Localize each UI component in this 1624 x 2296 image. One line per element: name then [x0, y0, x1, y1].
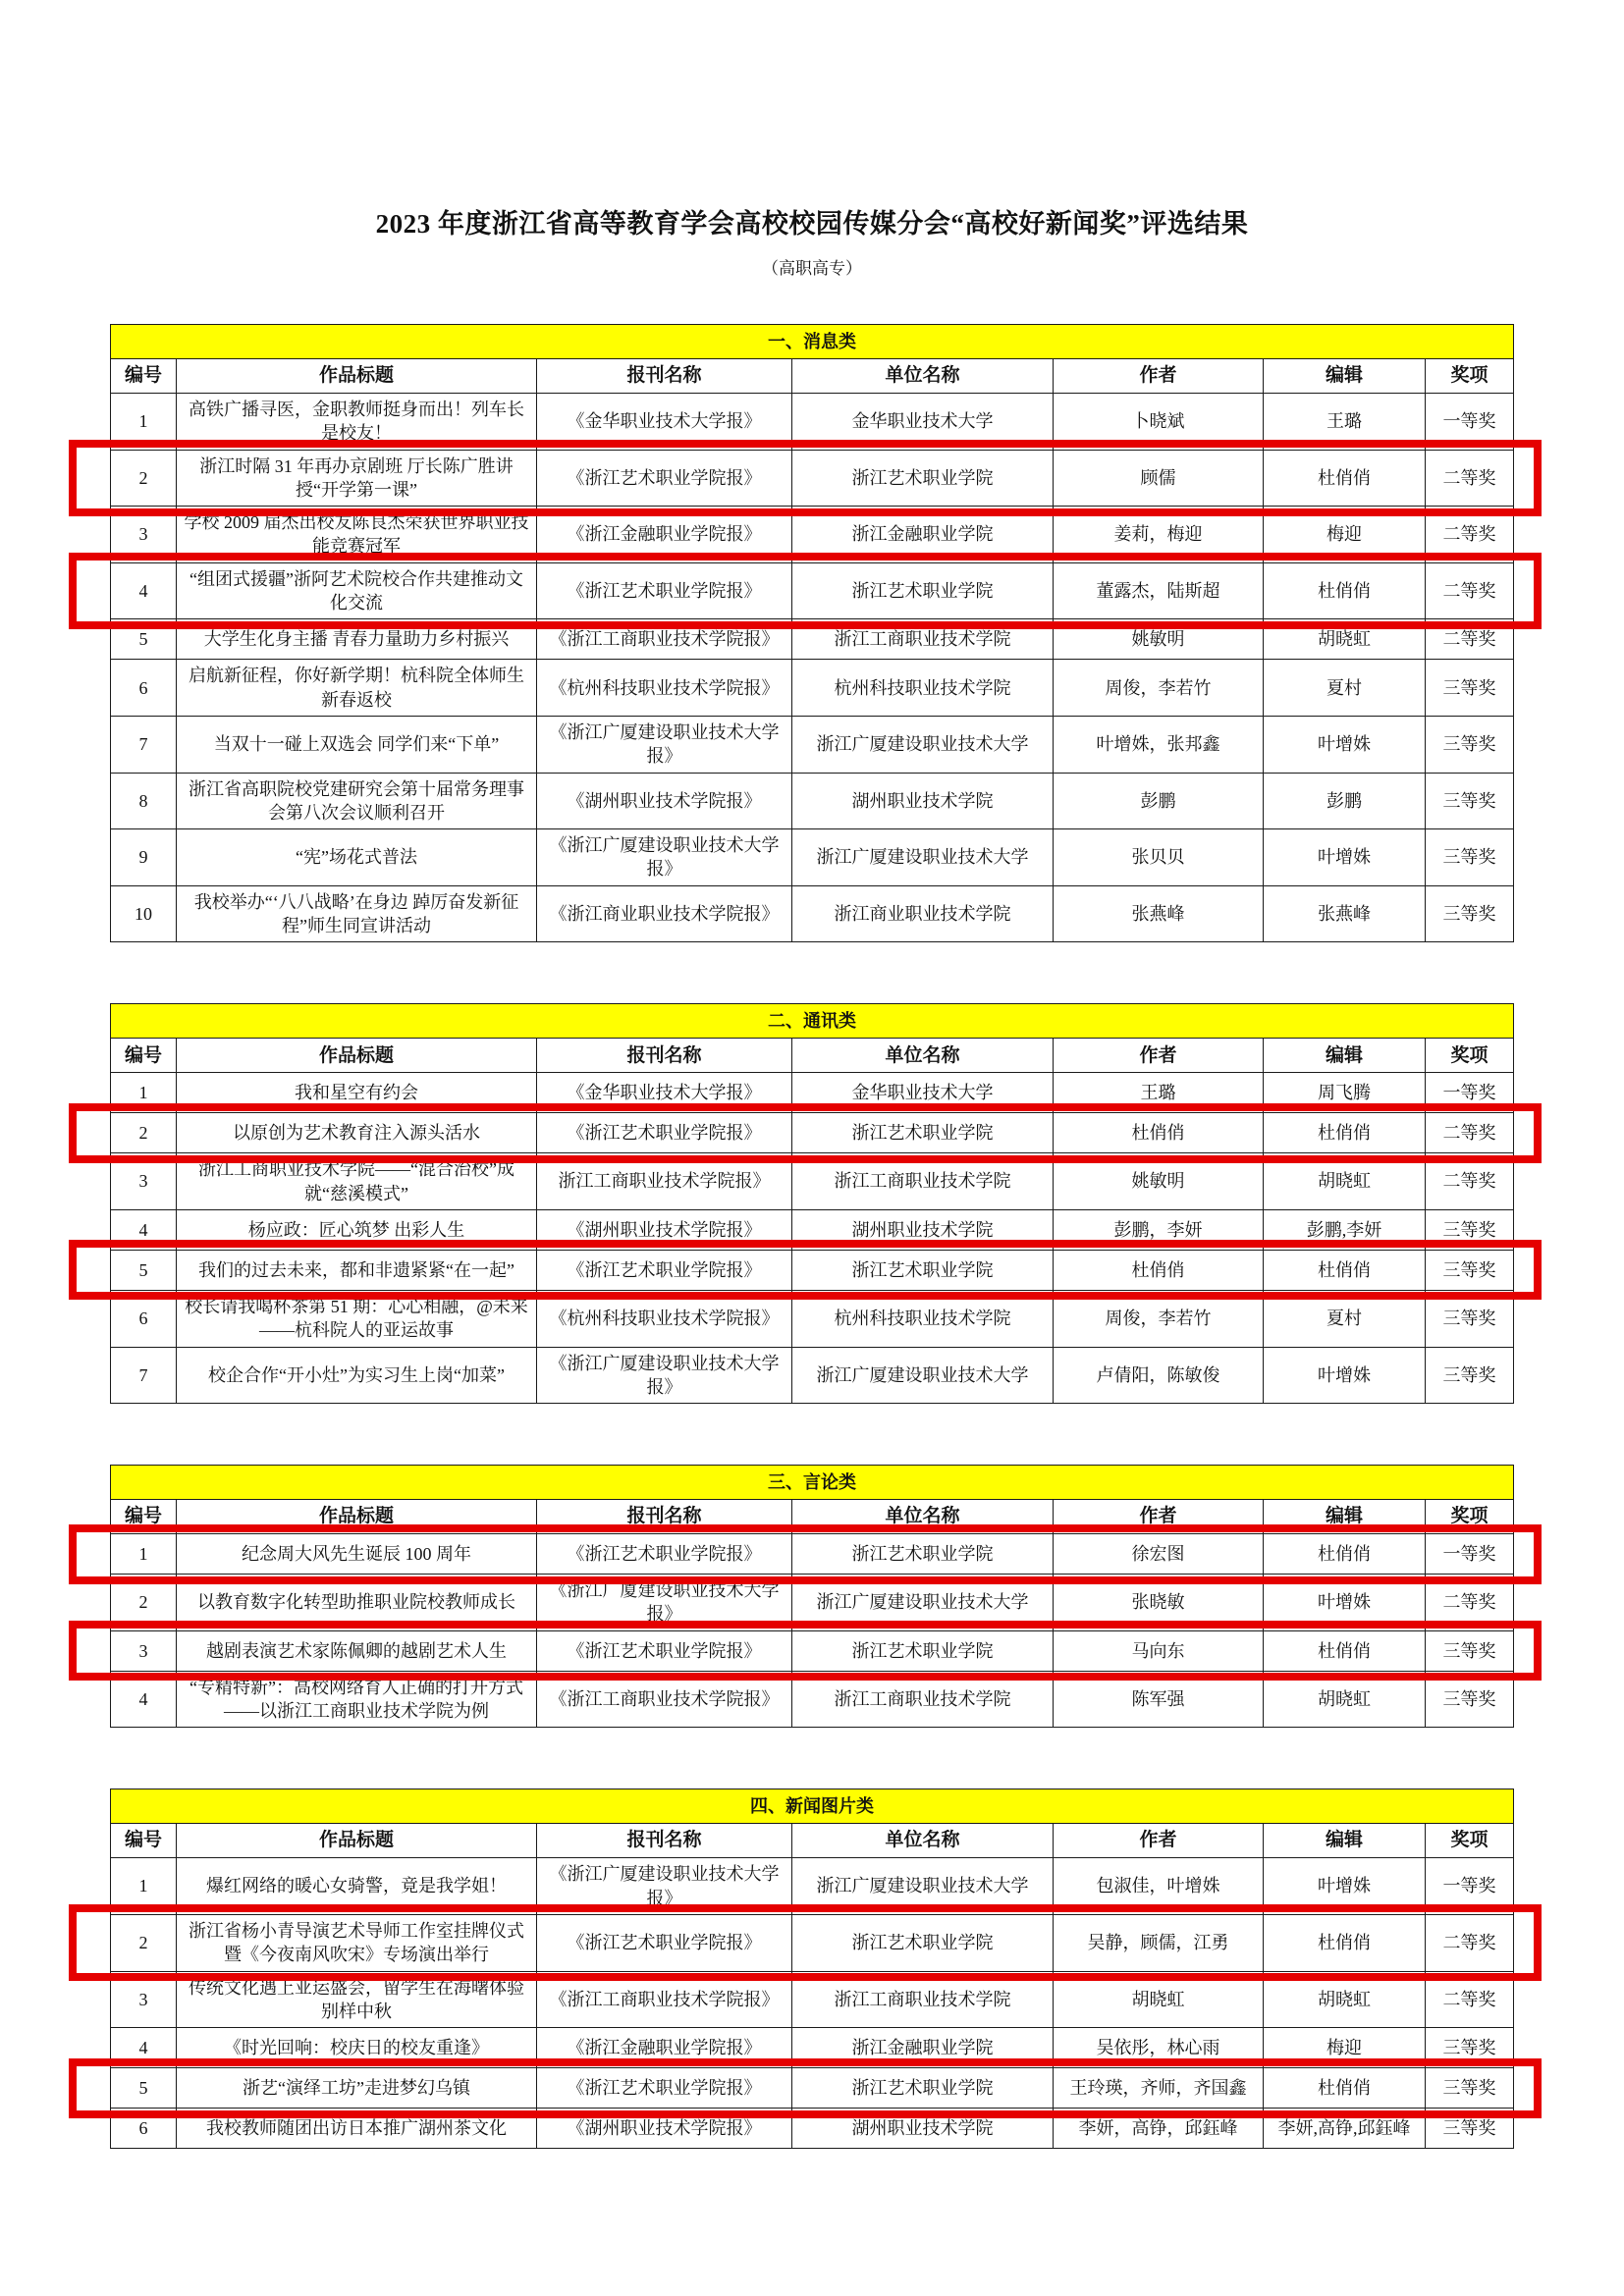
cell-award: 三等奖	[1426, 2028, 1514, 2068]
cell-title: 传统文化遇上亚运盛会，留学生在海曙体验别样中秋	[177, 1971, 537, 2028]
cell-editor: 叶增姝	[1264, 1858, 1426, 1915]
column-header: 报刊名称	[537, 359, 792, 394]
cell-title: 浙江时隔 31 年再办京剧班 厅长陈广胜讲授“开学第一课”	[177, 450, 537, 507]
cell-publication: 《浙江工商职业技术学院报》	[537, 619, 792, 660]
cell-number: 6	[111, 660, 177, 717]
cell-award: 二等奖	[1426, 619, 1514, 660]
awards-table	[110, 1789, 1514, 2149]
cell-unit: 浙江工商职业技术学院	[792, 1671, 1054, 1728]
cell-unit: 金华职业技术大学	[792, 1073, 1054, 1113]
column-header: 编辑	[1264, 1039, 1426, 1073]
table-row	[111, 1209, 1514, 1250]
table-row	[111, 829, 1514, 886]
table-row	[111, 1671, 1514, 1728]
cell-title: 我和星空有约会	[177, 1073, 537, 1113]
cell-award: 三等奖	[1426, 1671, 1514, 1728]
cell-unit: 浙江艺术职业学院	[792, 1914, 1054, 1971]
cell-editor: 杜俏俏	[1264, 450, 1426, 507]
cell-title: 高铁广播寻医，金职教师挺身而出！列车长是校友！	[177, 394, 537, 451]
table-row	[111, 1153, 1514, 1210]
document-title: 2023 年度浙江省高等教育学会高校校园传媒分会“高校好新闻奖”评选结果	[375, 209, 1249, 239]
cell-editor: 叶增姝	[1264, 1347, 1426, 1404]
cell-title: 浙江工商职业技术学院——“混合治校”成就“慈溪模式”	[177, 1153, 537, 1210]
cell-publication: 《浙江艺术职业学院报》	[537, 562, 792, 619]
table-row	[111, 2028, 1514, 2068]
cell-author: 顾儒	[1054, 450, 1264, 507]
category-banner: 二、通讯类	[111, 1004, 1514, 1039]
cell-title: 浙江省杨小青导演艺术导师工作室挂牌仪式暨《今夜南风吹宋》专场演出举行	[177, 1914, 537, 1971]
cell-author: 周俊，李若竹	[1054, 660, 1264, 717]
cell-number: 9	[111, 829, 177, 886]
column-header: 报刊名称	[537, 1824, 792, 1858]
cell-unit: 浙江工商职业技术学院	[792, 1971, 1054, 2028]
table-row	[111, 1113, 1514, 1153]
table-row	[111, 1914, 1514, 1971]
table-row	[111, 1630, 1514, 1671]
cell-award: 二等奖	[1426, 1914, 1514, 1971]
cell-unit: 浙江广厦建设职业技术大学	[792, 716, 1054, 773]
cell-author: 张贝贝	[1054, 829, 1264, 886]
cell-editor: 胡晓虹	[1264, 1153, 1426, 1210]
cell-award: 二等奖	[1426, 1113, 1514, 1153]
column-header: 奖项	[1426, 1500, 1514, 1534]
cell-title: “宪”场花式普法	[177, 829, 537, 886]
cell-title: 我们的过去未来，都和非遗紧紧“在一起”	[177, 1250, 537, 1290]
header-row	[111, 359, 1514, 394]
cell-number: 4	[111, 1209, 177, 1250]
cell-publication: 《金华职业技术大学报》	[537, 394, 792, 451]
cell-award: 三等奖	[1426, 660, 1514, 717]
cell-publication: 《湖州职业技术学院报》	[537, 773, 792, 829]
cell-unit: 浙江广厦建设职业技术大学	[792, 1858, 1054, 1915]
column-header: 作者	[1054, 359, 1264, 394]
cell-editor: 杜俏俏	[1264, 1630, 1426, 1671]
column-header: 作品标题	[177, 1039, 537, 1073]
table-row	[111, 773, 1514, 829]
cell-number: 1	[111, 394, 177, 451]
banner-row	[111, 325, 1514, 359]
column-header: 单位名称	[792, 1824, 1054, 1858]
cell-unit: 浙江商业职业技术学院	[792, 885, 1054, 942]
table-row	[111, 2109, 1514, 2149]
cell-publication: 《浙江金融职业学院报》	[537, 507, 792, 563]
cell-editor: 彭鹏,李妍	[1264, 1209, 1426, 1250]
cell-editor: 梅迎	[1264, 2028, 1426, 2068]
cell-unit: 浙江广厦建设职业技术大学	[792, 829, 1054, 886]
cell-editor: 胡晓虹	[1264, 1971, 1426, 2028]
table-row	[111, 716, 1514, 773]
table-row	[111, 507, 1514, 563]
column-header: 编号	[111, 359, 177, 394]
cell-title: 以原创为艺术教育注入源头活水	[177, 1113, 537, 1153]
cell-author: 王玲瑛，齐师，齐国鑫	[1054, 2068, 1264, 2109]
cell-title: 杨应政：匠心筑梦 出彩人生	[177, 1209, 537, 1250]
cell-author: 周俊，李若竹	[1054, 1290, 1264, 1347]
cell-author: 彭鹏，李妍	[1054, 1209, 1264, 1250]
cell-number: 3	[111, 1153, 177, 1210]
awards-table	[110, 1003, 1514, 1404]
column-header: 单位名称	[792, 1500, 1054, 1534]
cell-unit: 浙江工商职业技术学院	[792, 619, 1054, 660]
cell-award: 三等奖	[1426, 1347, 1514, 1404]
banner-row	[111, 1466, 1514, 1500]
cell-unit: 浙江艺术职业学院	[792, 1534, 1054, 1575]
column-header: 编号	[111, 1824, 177, 1858]
cell-publication: 《杭州科技职业技术学院报》	[537, 660, 792, 717]
table-row	[111, 1250, 1514, 1290]
cell-number: 3	[111, 1630, 177, 1671]
cell-title: “专精特新”：高校网络育人正确的打开方式——以浙江工商职业技术学院为例	[177, 1671, 537, 1728]
category-banner: 三、言论类	[111, 1466, 1514, 1500]
cell-number: 6	[111, 2109, 177, 2149]
cell-author: 马向东	[1054, 1630, 1264, 1671]
cell-award: 二等奖	[1426, 1575, 1514, 1631]
category-section	[0, 1465, 1624, 1728]
cell-number: 6	[111, 1290, 177, 1347]
table-row	[111, 1858, 1514, 1915]
cell-publication: 《浙江艺术职业学院报》	[537, 1914, 792, 1971]
cell-editor: 叶增姝	[1264, 829, 1426, 886]
cell-unit: 湖州职业技术学院	[792, 2109, 1054, 2149]
cell-editor: 夏村	[1264, 660, 1426, 717]
cell-unit: 浙江金融职业学院	[792, 507, 1054, 563]
cell-unit: 浙江艺术职业学院	[792, 2068, 1054, 2109]
cell-title: 《时光回响：校庆日的校友重逢》	[177, 2028, 537, 2068]
cell-editor: 杜俏俏	[1264, 562, 1426, 619]
table-row	[111, 1971, 1514, 2028]
column-header: 作品标题	[177, 1500, 537, 1534]
cell-number: 7	[111, 1347, 177, 1404]
cell-title: 纪念周大风先生诞辰 100 周年	[177, 1534, 537, 1575]
cell-unit: 浙江广厦建设职业技术大学	[792, 1575, 1054, 1631]
cell-publication: 《浙江广厦建设职业技术大学报》	[537, 1347, 792, 1404]
cell-editor: 王璐	[1264, 394, 1426, 451]
cell-editor: 李妍,高铮,邱鈺峰	[1264, 2109, 1426, 2149]
cell-editor: 胡晓虹	[1264, 1671, 1426, 1728]
cell-unit: 浙江工商职业技术学院	[792, 1153, 1054, 1210]
cell-title: 校长请我喝杯茶第 51 期：心心相融，@未来——杭科院人的亚运故事	[177, 1290, 537, 1347]
cell-author: 李妍，高铮，邱鈺峰	[1054, 2109, 1264, 2149]
column-header: 编号	[111, 1500, 177, 1534]
column-header: 编号	[111, 1039, 177, 1073]
cell-publication: 《浙江金融职业学院报》	[537, 2028, 792, 2068]
cell-number: 1	[111, 1858, 177, 1915]
table-row	[111, 1290, 1514, 1347]
cell-unit: 杭州科技职业技术学院	[792, 660, 1054, 717]
cell-award: 三等奖	[1426, 1630, 1514, 1671]
cell-publication: 浙江工商职业技术学院报》	[537, 1153, 792, 1210]
cell-unit: 杭州科技职业技术学院	[792, 1290, 1054, 1347]
cell-editor: 叶增姝	[1264, 1575, 1426, 1631]
cell-award: 三等奖	[1426, 716, 1514, 773]
cell-unit: 浙江艺术职业学院	[792, 1250, 1054, 1290]
cell-number: 2	[111, 1113, 177, 1153]
cell-author: 张燕峰	[1054, 885, 1264, 942]
cell-title: 我校教师随团出访日本推广湖州茶文化	[177, 2109, 537, 2149]
cell-title: 浙艺“演绎工坊”走进梦幻乌镇	[177, 2068, 537, 2109]
cell-award: 二等奖	[1426, 1153, 1514, 1210]
cell-publication: 《浙江广厦建设职业技术大学报》	[537, 1858, 792, 1915]
cell-number: 4	[111, 562, 177, 619]
banner-row	[111, 1004, 1514, 1039]
cell-number: 2	[111, 1575, 177, 1631]
cell-unit: 浙江艺术职业学院	[792, 1630, 1054, 1671]
cell-award: 二等奖	[1426, 562, 1514, 619]
cell-title: 爆红网络的暖心女骑警，竟是我学姐！	[177, 1858, 537, 1915]
cell-publication: 《浙江艺术职业学院报》	[537, 2068, 792, 2109]
cell-publication: 《湖州职业技术学院报》	[537, 2109, 792, 2149]
cell-publication: 《浙江艺术职业学院报》	[537, 1113, 792, 1153]
column-header: 单位名称	[792, 1039, 1054, 1073]
cell-title: 越剧表演艺术家陈佩卿的越剧艺术人生	[177, 1630, 537, 1671]
cell-number: 4	[111, 1671, 177, 1728]
cell-number: 3	[111, 507, 177, 563]
cell-publication: 《浙江广厦建设职业技术大学报》	[537, 1575, 792, 1631]
cell-author: 叶增姝，张邦鑫	[1054, 716, 1264, 773]
column-header: 奖项	[1426, 1039, 1514, 1073]
table-row	[111, 885, 1514, 942]
awards-table	[110, 324, 1514, 942]
cell-editor: 杜俏俏	[1264, 2068, 1426, 2109]
header-row	[111, 1039, 1514, 1073]
cell-publication: 《浙江艺术职业学院报》	[537, 450, 792, 507]
cell-award: 一等奖	[1426, 1858, 1514, 1915]
table-row	[111, 1534, 1514, 1575]
cell-editor: 杜俏俏	[1264, 1250, 1426, 1290]
banner-row	[111, 1789, 1514, 1824]
cell-award: 三等奖	[1426, 2068, 1514, 2109]
table-row	[111, 1073, 1514, 1113]
category-section	[0, 1003, 1624, 1404]
cell-award: 三等奖	[1426, 1290, 1514, 1347]
cell-unit: 浙江金融职业学院	[792, 2028, 1054, 2068]
table-row	[111, 394, 1514, 451]
cell-publication: 《浙江工商职业技术学院报》	[537, 1971, 792, 2028]
column-header: 作者	[1054, 1824, 1264, 1858]
cell-publication: 《浙江广厦建设职业技术大学报》	[537, 716, 792, 773]
cell-award: 三等奖	[1426, 1209, 1514, 1250]
column-header: 作品标题	[177, 1824, 537, 1858]
cell-award: 二等奖	[1426, 507, 1514, 563]
cell-number: 2	[111, 1914, 177, 1971]
cell-number: 2	[111, 450, 177, 507]
awards-table	[110, 1465, 1514, 1728]
cell-author: 杜俏俏	[1054, 1250, 1264, 1290]
column-header: 编辑	[1264, 359, 1426, 394]
cell-unit: 浙江广厦建设职业技术大学	[792, 1347, 1054, 1404]
cell-number: 8	[111, 773, 177, 829]
column-header: 奖项	[1426, 359, 1514, 394]
cell-editor: 张燕峰	[1264, 885, 1426, 942]
cell-author: 杜俏俏	[1054, 1113, 1264, 1153]
cell-unit: 浙江艺术职业学院	[792, 1113, 1054, 1153]
cell-number: 1	[111, 1534, 177, 1575]
cell-unit: 浙江艺术职业学院	[792, 450, 1054, 507]
cell-unit: 湖州职业技术学院	[792, 773, 1054, 829]
sections	[0, 324, 1624, 2149]
cell-author: 姚敏明	[1054, 619, 1264, 660]
table-row	[111, 1347, 1514, 1404]
cell-award: 三等奖	[1426, 2109, 1514, 2149]
cell-number: 3	[111, 1971, 177, 2028]
cell-editor: 杜俏俏	[1264, 1534, 1426, 1575]
cell-award: 一等奖	[1426, 394, 1514, 451]
cell-publication: 《浙江广厦建设职业技术大学报》	[537, 829, 792, 886]
column-header: 编辑	[1264, 1824, 1426, 1858]
column-header: 作者	[1054, 1039, 1264, 1073]
cell-author: 陈军强	[1054, 1671, 1264, 1728]
cell-publication: 《湖州职业技术学院报》	[537, 1209, 792, 1250]
cell-title: 以教育数字化转型助推职业院校教师成长	[177, 1575, 537, 1631]
cell-publication: 《浙江艺术职业学院报》	[537, 1534, 792, 1575]
cell-editor: 杜俏俏	[1264, 1914, 1426, 1971]
cell-author: 吴依彤，林心雨	[1054, 2028, 1264, 2068]
column-header: 作品标题	[177, 359, 537, 394]
table-row	[111, 450, 1514, 507]
cell-publication: 《金华职业技术大学报》	[537, 1073, 792, 1113]
cell-number: 1	[111, 1073, 177, 1113]
cell-award: 三等奖	[1426, 829, 1514, 886]
column-header: 报刊名称	[537, 1039, 792, 1073]
category-banner: 一、消息类	[111, 325, 1514, 359]
cell-title: “组团式援疆”浙阿艺术院校合作共建推动文化交流	[177, 562, 537, 619]
cell-unit: 浙江艺术职业学院	[792, 562, 1054, 619]
table-row	[111, 660, 1514, 717]
cell-author: 王璐	[1054, 1073, 1264, 1113]
cell-number: 5	[111, 1250, 177, 1290]
cell-award: 三等奖	[1426, 885, 1514, 942]
cell-editor: 胡晓虹	[1264, 619, 1426, 660]
cell-publication: 《浙江艺术职业学院报》	[537, 1630, 792, 1671]
document-subtitle: （高职高专）	[762, 259, 862, 278]
cell-award: 二等奖	[1426, 1971, 1514, 2028]
table-row	[111, 1575, 1514, 1631]
cell-editor: 叶增姝	[1264, 716, 1426, 773]
cell-publication: 《杭州科技职业技术学院报》	[537, 1290, 792, 1347]
cell-number: 5	[111, 2068, 177, 2109]
cell-author: 董露杰，陆斯超	[1054, 562, 1264, 619]
cell-publication: 《浙江商业职业技术学院报》	[537, 885, 792, 942]
cell-editor: 夏村	[1264, 1290, 1426, 1347]
column-header: 报刊名称	[537, 1500, 792, 1534]
table-row	[111, 562, 1514, 619]
cell-title: 学校 2009 届杰出校友陈良杰荣获世界职业技能竞赛冠军	[177, 507, 537, 563]
cell-author: 张晓敏	[1054, 1575, 1264, 1631]
cell-title: 大学生化身主播 青春力量助力乡村振兴	[177, 619, 537, 660]
cell-editor: 彭鹏	[1264, 773, 1426, 829]
cell-author: 姜莉，梅迎	[1054, 507, 1264, 563]
cell-author: 彭鹏	[1054, 773, 1264, 829]
column-header: 单位名称	[792, 359, 1054, 394]
cell-author: 卜晓斌	[1054, 394, 1264, 451]
cell-unit: 金华职业技术大学	[792, 394, 1054, 451]
table-row	[111, 619, 1514, 660]
cell-title: 当双十一碰上双选会 同学们来“下单”	[177, 716, 537, 773]
cell-number: 4	[111, 2028, 177, 2068]
table-row	[111, 2068, 1514, 2109]
category-banner: 四、新闻图片类	[111, 1789, 1514, 1824]
column-header: 编辑	[1264, 1500, 1426, 1534]
cell-title: 浙江省高职院校党建研究会第十届常务理事会第八次会议顺利召开	[177, 773, 537, 829]
cell-author: 徐宏图	[1054, 1534, 1264, 1575]
cell-editor: 杜俏俏	[1264, 1113, 1426, 1153]
cell-publication: 《浙江艺术职业学院报》	[537, 1250, 792, 1290]
cell-title: 我校举办“‘八八战略’在身边 踔厉奋发新征程”师生同宣讲活动	[177, 885, 537, 942]
cell-editor: 梅迎	[1264, 507, 1426, 563]
column-header: 作者	[1054, 1500, 1264, 1534]
category-section	[0, 1789, 1624, 2149]
category-section	[0, 324, 1624, 942]
cell-number: 7	[111, 716, 177, 773]
cell-title: 启航新征程，你好新学期！杭科院全体师生新春返校	[177, 660, 537, 717]
cell-title: 校企合作“开小灶”为实习生上岗“加菜”	[177, 1347, 537, 1404]
cell-editor: 周飞腾	[1264, 1073, 1426, 1113]
column-header: 奖项	[1426, 1824, 1514, 1858]
cell-award: 一等奖	[1426, 1534, 1514, 1575]
cell-author: 包淑佳，叶增姝	[1054, 1858, 1264, 1915]
cell-number: 10	[111, 885, 177, 942]
cell-author: 卢倩阳，陈敏俊	[1054, 1347, 1264, 1404]
cell-publication: 《浙江工商职业技术学院报》	[537, 1671, 792, 1728]
cell-award: 三等奖	[1426, 1250, 1514, 1290]
cell-award: 二等奖	[1426, 450, 1514, 507]
cell-author: 吴静，顾儒，江勇	[1054, 1914, 1264, 1971]
cell-award: 三等奖	[1426, 773, 1514, 829]
cell-unit: 湖州职业技术学院	[792, 1209, 1054, 1250]
cell-number: 5	[111, 619, 177, 660]
header-row	[111, 1824, 1514, 1858]
cell-award: 一等奖	[1426, 1073, 1514, 1113]
header-row	[111, 1500, 1514, 1534]
cell-author: 姚敏明	[1054, 1153, 1264, 1210]
cell-author: 胡晓虹	[1054, 1971, 1264, 2028]
